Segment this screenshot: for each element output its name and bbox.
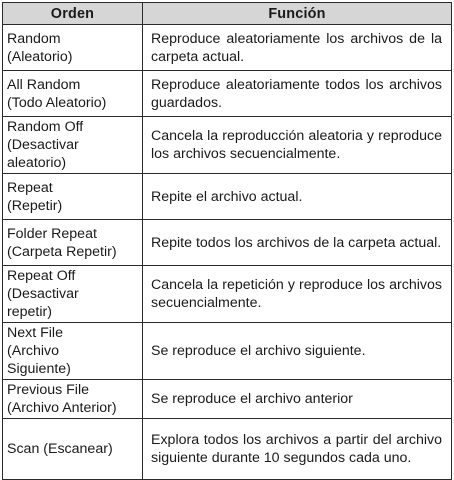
order-name: All Random (7, 76, 81, 93)
order-translation: (Todo Aleatorio) (7, 94, 107, 111)
order-cell (3, 380, 143, 419)
order-translation: aleatorio) (7, 155, 67, 171)
command-function-table (2, 2, 452, 480)
header-row (3, 3, 452, 25)
function-cell: Reproduce aleatoriamente todos los archivos guardados. (143, 71, 452, 117)
order-translation: (Archivo Anterior) (7, 400, 117, 416)
function-cell: Cancela la repetición y reproduce los archivos secuencialmente. (143, 266, 452, 323)
order-translation: Siguiente) (7, 361, 71, 377)
function-cell: Repite el archivo actual. (143, 174, 452, 220)
table-header (3, 3, 452, 25)
order-cell (3, 220, 143, 266)
order-cell (3, 71, 143, 117)
order-cell (3, 266, 143, 323)
order-translation: (Archivo (7, 343, 60, 359)
order-name: Random (7, 30, 61, 47)
order-cell (3, 174, 143, 220)
order-translation: (Desactivar (7, 137, 79, 153)
order-name: Next File (7, 325, 63, 341)
table-row (3, 174, 452, 220)
order-cell (3, 25, 143, 71)
order-translation: (Repetir) (7, 197, 63, 214)
order-cell (3, 419, 143, 480)
table-body (3, 25, 452, 480)
function-cell: Cancela la reproducción aleatoria y reproduce los archivos secuencialmente. (143, 117, 452, 174)
function-cell: Repite todos los archivos de la carpeta actual. (143, 220, 452, 266)
function-cell: Se reproduce el archivo anterior (143, 380, 452, 419)
order-cell (3, 323, 143, 380)
order-translation: (Desactivar (7, 286, 79, 302)
table-row (3, 117, 452, 174)
function-cell: Explora todos los archivos a partir del archivo siguiente durante 10 segundos cada uno. (143, 419, 452, 480)
order-name: Repeat (7, 179, 53, 196)
table-row (3, 266, 452, 323)
function-cell: Reproduce aleatoriamente los archivos de la carpeta actual. (143, 25, 452, 71)
order-name: Random Off (7, 119, 84, 135)
order-name: Repeat Off (7, 268, 76, 284)
order-name: Previous File (7, 382, 90, 398)
order-name: Folder Repeat (7, 225, 97, 242)
function-cell: Se reproduce el archivo siguiente. (143, 323, 452, 380)
table-row (3, 323, 452, 380)
order-translation: (Carpeta Repetir) (7, 243, 117, 260)
table-row (3, 220, 452, 266)
table-row (3, 419, 452, 480)
table-row (3, 71, 452, 117)
table-row (3, 25, 452, 71)
order-translation: repetir) (7, 304, 52, 320)
table-row (3, 380, 452, 419)
order-name: Scan (Escanear) (7, 441, 113, 457)
order-cell (3, 117, 143, 174)
header-function: Función (143, 3, 452, 25)
order-translation: (Aleatorio) (7, 48, 73, 65)
header-order: Orden (3, 3, 143, 25)
